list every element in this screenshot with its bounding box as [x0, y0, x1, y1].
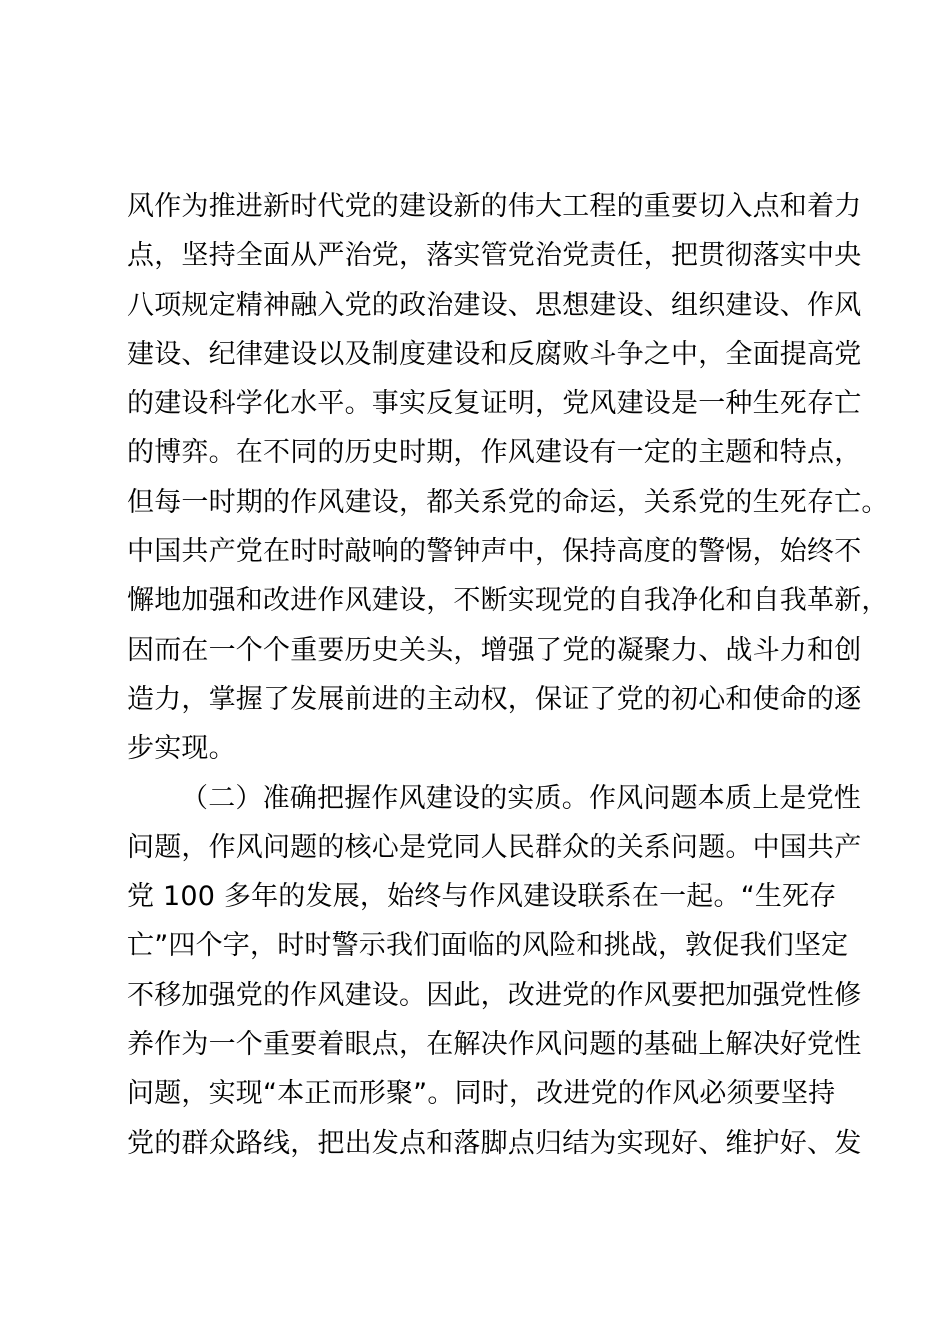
text-line: 建设、纪律建设以及制度建设和反腐败斗争之中，全面提高党: [127, 338, 862, 370]
text-line: 的博弈。在不同的历史时期，作风建设有一定的主题和特点，: [127, 437, 862, 469]
text-line: 点，坚持全面从严治党，落实管党治党责任，把贯彻落实中央: [127, 240, 862, 272]
text-line: 问题，实现“本正而形聚”。同时，改进党的作风必须要坚持: [127, 1078, 836, 1110]
text-line: 不移加强党的作风建设。因此，改进党的作风要把加强党性修: [127, 979, 862, 1011]
text-line: 中国共产党在时时敲响的警钟声中，保持高度的警惕，始终不: [127, 536, 862, 568]
text-line: 造力，掌握了发展前进的主动权，保证了党的初心和使命的逐: [127, 683, 862, 715]
text-line: 党 100 多年的发展，始终与作风建设联系在一起。“生死存: [127, 881, 837, 913]
text-line: 党的群众路线，把出发点和落脚点归结为实现好、维护好、发: [127, 1127, 862, 1159]
text-line: 问题，作风问题的核心是党同人民群众的关系问题。中国共产: [127, 831, 862, 863]
text-line: 懈地加强和改进作风建设，不断实现党的自我净化和自我革新，: [127, 585, 889, 617]
text-line: 因而在一个个重要历史关头，增强了党的凝聚力、战斗力和创: [127, 634, 862, 666]
text-line: 的建设科学化水平。事实反复证明，党风建设是一种生死存亡: [127, 388, 862, 420]
text-line: 养作为一个重要着眼点，在解决作风问题的基础上解决好党性: [127, 1029, 862, 1061]
text-line: 步实现。: [127, 733, 236, 765]
body-text: [127, 182, 889, 1168]
text-line: 风作为推进新时代党的建设新的伟大工程的重要切入点和着力: [127, 191, 862, 222]
section-heading-line: （二）准确把握作风建设的实质。作风问题本质上是党性: [181, 782, 861, 814]
text-line: 亡”四个字，时时警示我们面临的风险和挑战，敦促我们坚定: [127, 930, 849, 962]
text-line: 但每一时期的作风建设，都关系党的命运，关系党的生死存亡。: [127, 486, 889, 518]
text-line: 八项规定精神融入党的政治建设、思想建设、组织建设、作风: [127, 289, 862, 321]
